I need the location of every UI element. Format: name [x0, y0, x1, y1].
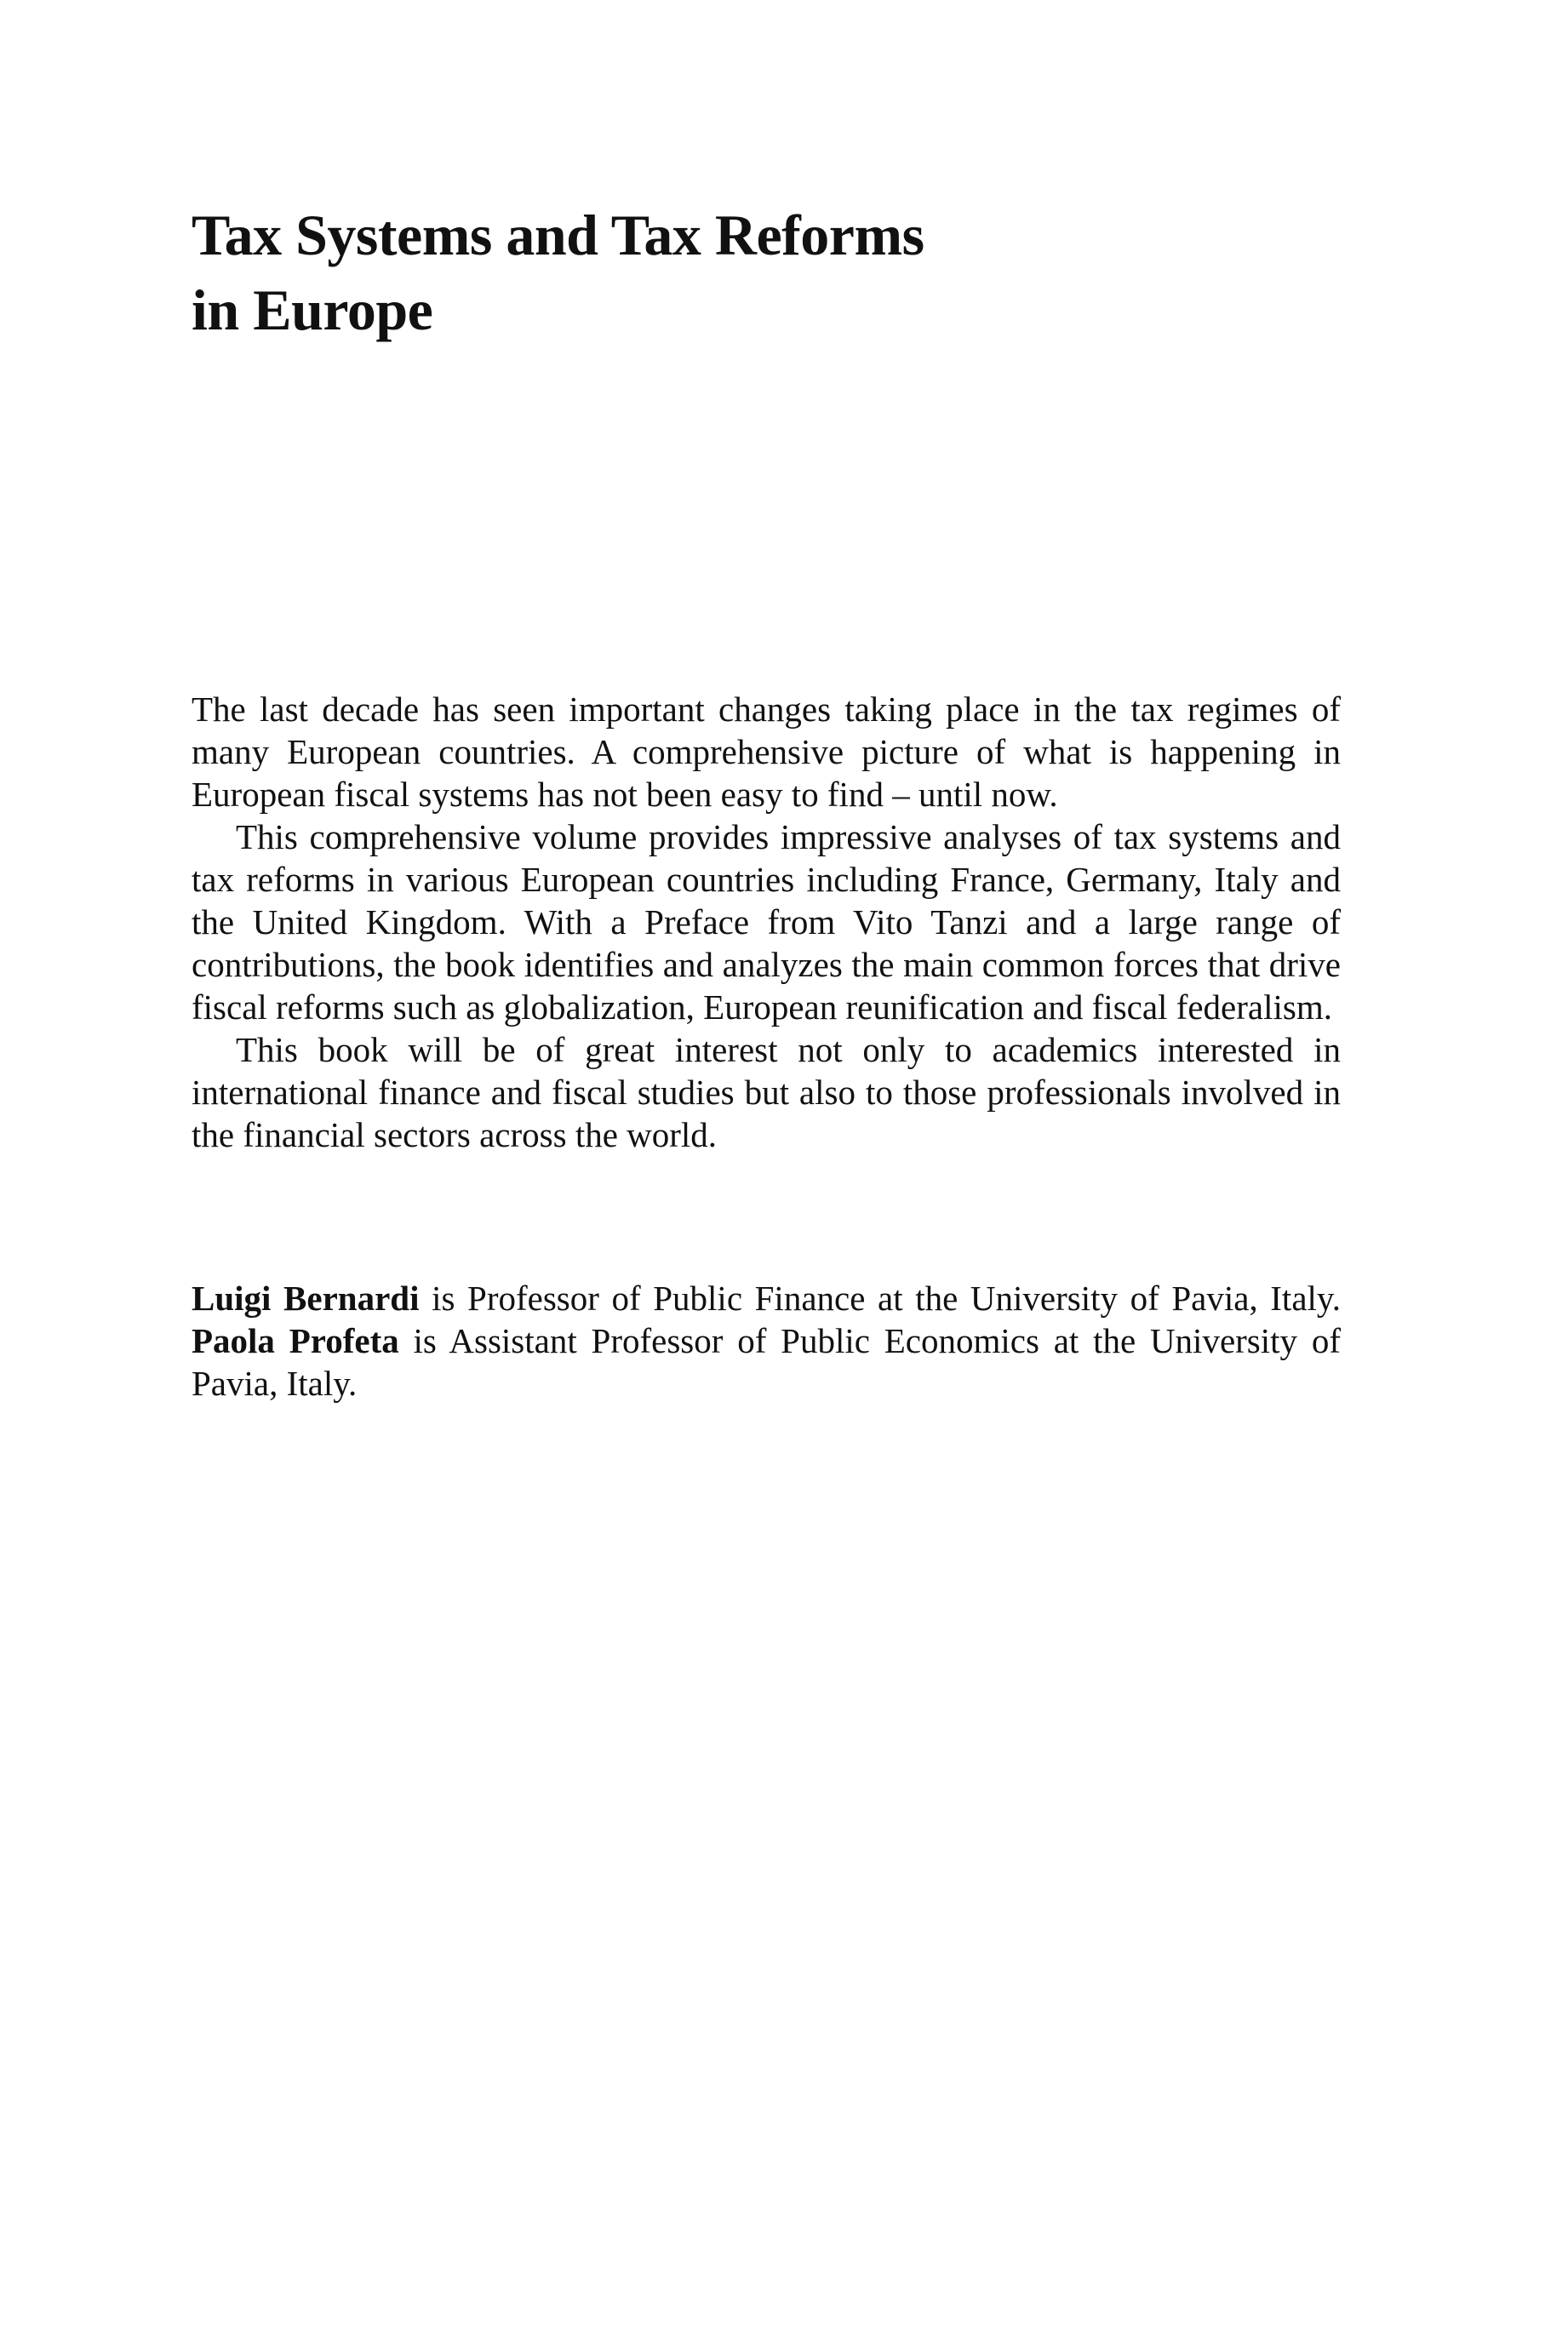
- title-line-1: Tax Systems and Tax Reforms: [192, 203, 924, 267]
- author-bios: [192, 1277, 1341, 1405]
- description-paragraph-1: The last decade has seen important changes taking place in the tax regimes of many European countries. A comprehensive picture of what is happening in European fiscal systems has not been easy to find – until now.: [192, 690, 1341, 814]
- description-paragraph-3: This book will be of great interest not only to academics interested in international finance and fiscal studies but also to those professionals involved in the financial sectors across the world.: [192, 1030, 1341, 1154]
- book-title: [192, 197, 1383, 347]
- title-line-2: in Europe: [192, 278, 433, 342]
- author-2-bio: is Assistant Professor of Public Economics at the University of Pavia, Italy.: [192, 1321, 1341, 1403]
- book-description: [192, 688, 1341, 1156]
- author-1-bio: is Professor of Public Finance at the University of Pavia, Italy.: [419, 1279, 1341, 1318]
- author-2-name: Paola Profeta: [192, 1321, 399, 1360]
- author-1-name: Luigi Bernardi: [192, 1279, 420, 1318]
- description-paragraph-2: This comprehensive volume provides impressive analyses of tax systems and tax reforms in various European countries including France, Germany, Italy and the United Kingdom. With a Preface from Vito Tanzi and a large range of contributions, the book identifies and analyzes the main common forces that drive fiscal reforms such as globalization, European reunification and fiscal federalism.: [192, 817, 1341, 1027]
